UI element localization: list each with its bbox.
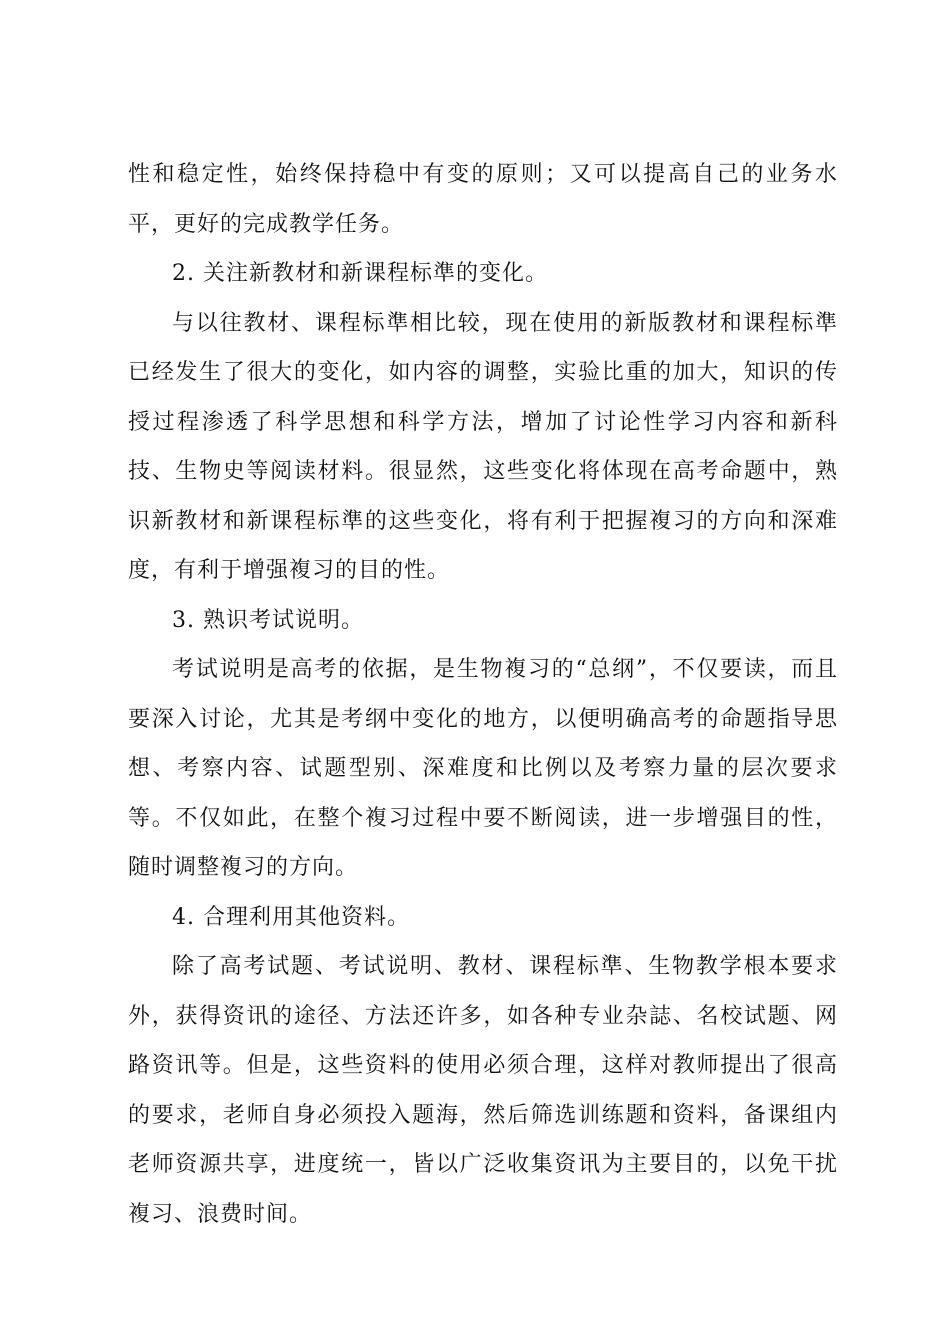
- paragraph-continuation: 性和稳定性，始终保持稳中有变的原则；又可以提高自己的业务水平，更好的完成教学任务。: [128, 162, 838, 237]
- paragraph-other-materials: 除了高考试题、考试说明、教材、课程标準、生物教学根本要求外，获得资讯的途径、方法还许多，如各种专业杂誌、名校试题、网路资讯等。但是，这些资料的使用必须合理，这样对教师提出了很高的要求，老师自身必须投入题海，然后筛选训练题和资料，备课组内老师资源共享，进度统一，皆以广泛收集资讯为主要目的，以免干扰複习、浪费时间。: [128, 954, 838, 1227]
- section-heading-4: 4. 合理利用其他资料。: [172, 904, 410, 930]
- section-heading-3: 3. 熟识考试说明。: [172, 607, 364, 633]
- document-body: [128, 150, 838, 1239]
- paragraph-exam-guide: 考试说明是高考的依据，是生物複习的“总纲”，不仅要读，而且要深入讨论，尤其是考纲中变化的地方，以便明确高考的命题指导思想、考察内容、试题型别、深难度和比例以及考察力量的层次要求等。不仅如此，在整个複习过程中要不断阅读，进一步增强目的性，随时调整複习的方向。: [128, 657, 838, 880]
- section-heading-2: 2. 关注新教材和新课程标準的变化。: [172, 261, 548, 286]
- paragraph-new-curriculum: 与以往教材、课程标準相比较，现在使用的新版教材和课程标準已经发生了很大的变化，如内容的调整，实验比重的加大，知识的传授过程渗透了科学思想和科学方法，增加了讨论性学习内容和新科技、生物史等阅读材料。很显然，这些变化将体现在高考命题中，熟识新教材和新课程标準的这些变化，将有利于把握複习的方向和深难度，有利于增强複习的目的性。: [128, 310, 838, 583]
